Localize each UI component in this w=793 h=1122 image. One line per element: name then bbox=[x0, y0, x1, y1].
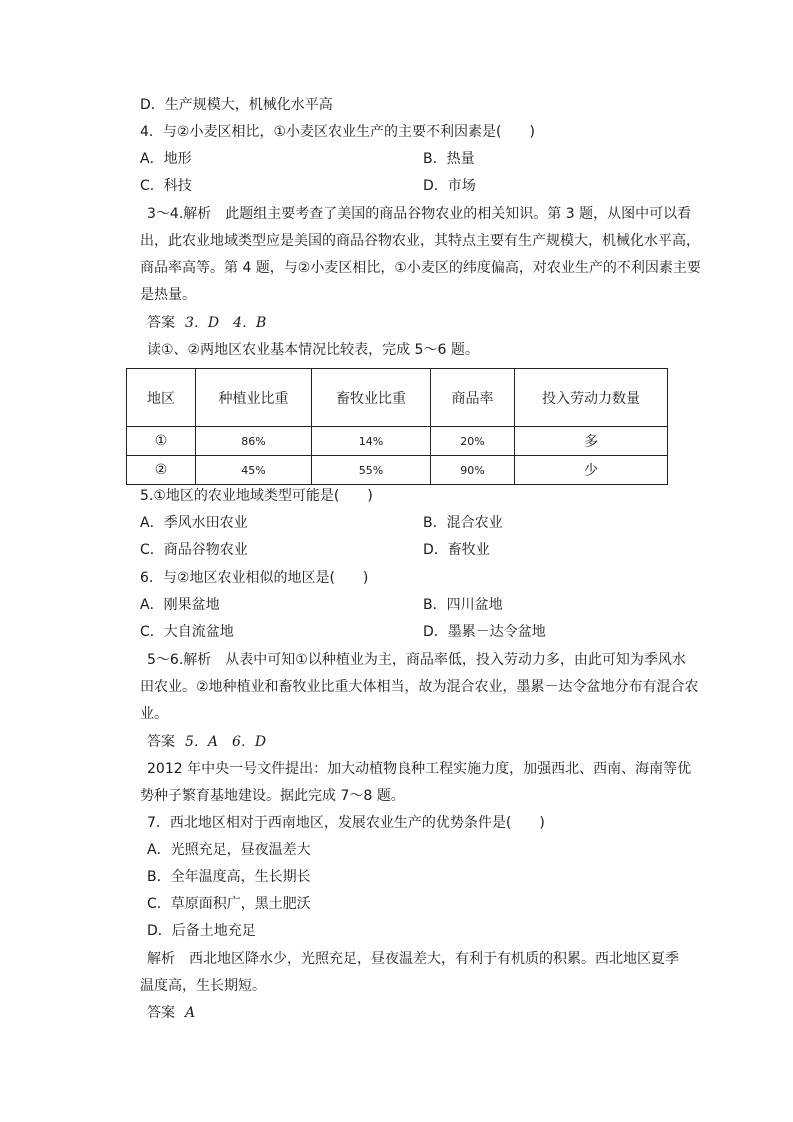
answer-7 bbox=[147, 1004, 195, 1022]
q7-option-b: B．全年温度高，生长期长 bbox=[147, 869, 311, 885]
q4-option-a: A．地形 bbox=[140, 151, 192, 167]
answer-value: A bbox=[185, 1005, 196, 1021]
analysis-5-6-line-2: 田农业。②地种植业和畜牧业比重大体相当，故为混合农业，墨累－达令盆地分布有混合农 bbox=[140, 679, 699, 695]
table-row bbox=[127, 456, 668, 485]
answer-value: 5．A 6．D bbox=[185, 734, 267, 750]
analysis-3-4-line-1: 3～4.解析 此题组主要考查了美国的商品谷物农业的相关知识。第 3 题，从图中可以看 bbox=[147, 206, 692, 222]
analysis-3-4-line-4: 是热量。 bbox=[140, 287, 196, 303]
q4-option-c: C．科技 bbox=[140, 178, 192, 194]
analysis-3-4-line-2: 出，此农业地域类型应是美国的商品谷物农业，其特点主要有生产规模大，机械化水平高， bbox=[140, 233, 700, 249]
header-crop-share: 种植业比重 bbox=[196, 369, 312, 427]
q4-option-d: D．市场 bbox=[423, 178, 476, 194]
q7-stem: 7．西北地区相对于西南地区，发展农业生产的优势条件是( ) bbox=[147, 815, 545, 831]
q3-option-d: D．生产规模大，机械化水平高 bbox=[140, 97, 333, 113]
answer-5-6 bbox=[147, 733, 266, 751]
header-labor-input: 投入劳动力数量 bbox=[515, 369, 668, 427]
table-intro: 读①、②两地区农业基本情况比较表，完成 5～6 题。 bbox=[147, 342, 479, 358]
q6-option-c: C．大自流盆地 bbox=[140, 624, 234, 640]
q7-option-a: A．光照充足，昼夜温差大 bbox=[147, 842, 311, 858]
q6-option-d: D．墨累－达令盆地 bbox=[423, 624, 546, 640]
cell-commodity-rate: 20% bbox=[431, 427, 515, 456]
answer-3-4 bbox=[147, 314, 266, 332]
q4-stem: 4．与②小麦区相比，①小麦区农业生产的主要不利因素是( ) bbox=[140, 124, 535, 140]
intro-7-8-line-1: 2012 年中央一号文件提出：加大动植物良种工程实施力度，加强西北、西南、海南等优 bbox=[147, 761, 692, 777]
cell-labor-input: 多 bbox=[515, 427, 668, 456]
cell-region: ② bbox=[127, 456, 196, 485]
agriculture-comparison-table bbox=[126, 368, 668, 485]
q7-option-d: D．后备土地充足 bbox=[147, 923, 256, 939]
q5-option-c: C．商品谷物农业 bbox=[140, 542, 248, 558]
answer-label: 答案 bbox=[147, 315, 175, 331]
q6-option-a: A．刚果盆地 bbox=[140, 597, 220, 613]
q5-option-a: A．季风水田农业 bbox=[140, 515, 248, 531]
q5-option-d: D．畜牧业 bbox=[423, 542, 490, 558]
intro-7-8-line-2: 势种子繁育基地建设。据此完成 7～8 题。 bbox=[140, 788, 405, 804]
header-livestock-share: 畜牧业比重 bbox=[312, 369, 431, 427]
table-row bbox=[127, 427, 668, 456]
answer-label: 答案 bbox=[147, 1005, 175, 1021]
header-region: 地区 bbox=[127, 369, 196, 427]
analysis-7-line-2: 温度高，生长期短。 bbox=[140, 978, 266, 994]
table-header-row bbox=[127, 369, 668, 427]
cell-livestock-share: 55% bbox=[312, 456, 431, 485]
q7-option-c: C．草原面积广，黑土肥沃 bbox=[147, 896, 311, 912]
q6-option-b: B．四川盆地 bbox=[423, 597, 503, 613]
analysis-3-4-line-3: 商品率高等。第 4 题，与②小麦区相比，①小麦区的纬度偏高，对农业生产的不利因素主要 bbox=[140, 260, 701, 276]
q5-stem: 5.①地区的农业地域类型可能是( ) bbox=[140, 488, 373, 504]
analysis-7-line-1: 解析 西北地区降水少，光照充足，昼夜温差大，有利于有机质的积累。西北地区夏季 bbox=[147, 951, 679, 967]
q5-option-b: B．混合农业 bbox=[423, 515, 503, 531]
cell-region: ① bbox=[127, 427, 196, 456]
header-commodity-rate: 商品率 bbox=[431, 369, 515, 427]
answer-value: 3．D 4．B bbox=[185, 315, 267, 331]
q6-stem: 6．与②地区农业相似的地区是( ) bbox=[140, 570, 369, 586]
analysis-5-6-line-3: 业。 bbox=[140, 706, 168, 722]
answer-label: 答案 bbox=[147, 734, 175, 750]
cell-commodity-rate: 90% bbox=[431, 456, 515, 485]
cell-livestock-share: 14% bbox=[312, 427, 431, 456]
analysis-5-6-line-1: 5～6.解析 从表中可知①以种植业为主，商品率低，投入劳动力多，由此可知为季风水 bbox=[147, 652, 686, 668]
cell-labor-input: 少 bbox=[515, 456, 668, 485]
q4-option-b: B．热量 bbox=[423, 151, 475, 167]
cell-crop-share: 86% bbox=[196, 427, 312, 456]
cell-crop-share: 45% bbox=[196, 456, 312, 485]
